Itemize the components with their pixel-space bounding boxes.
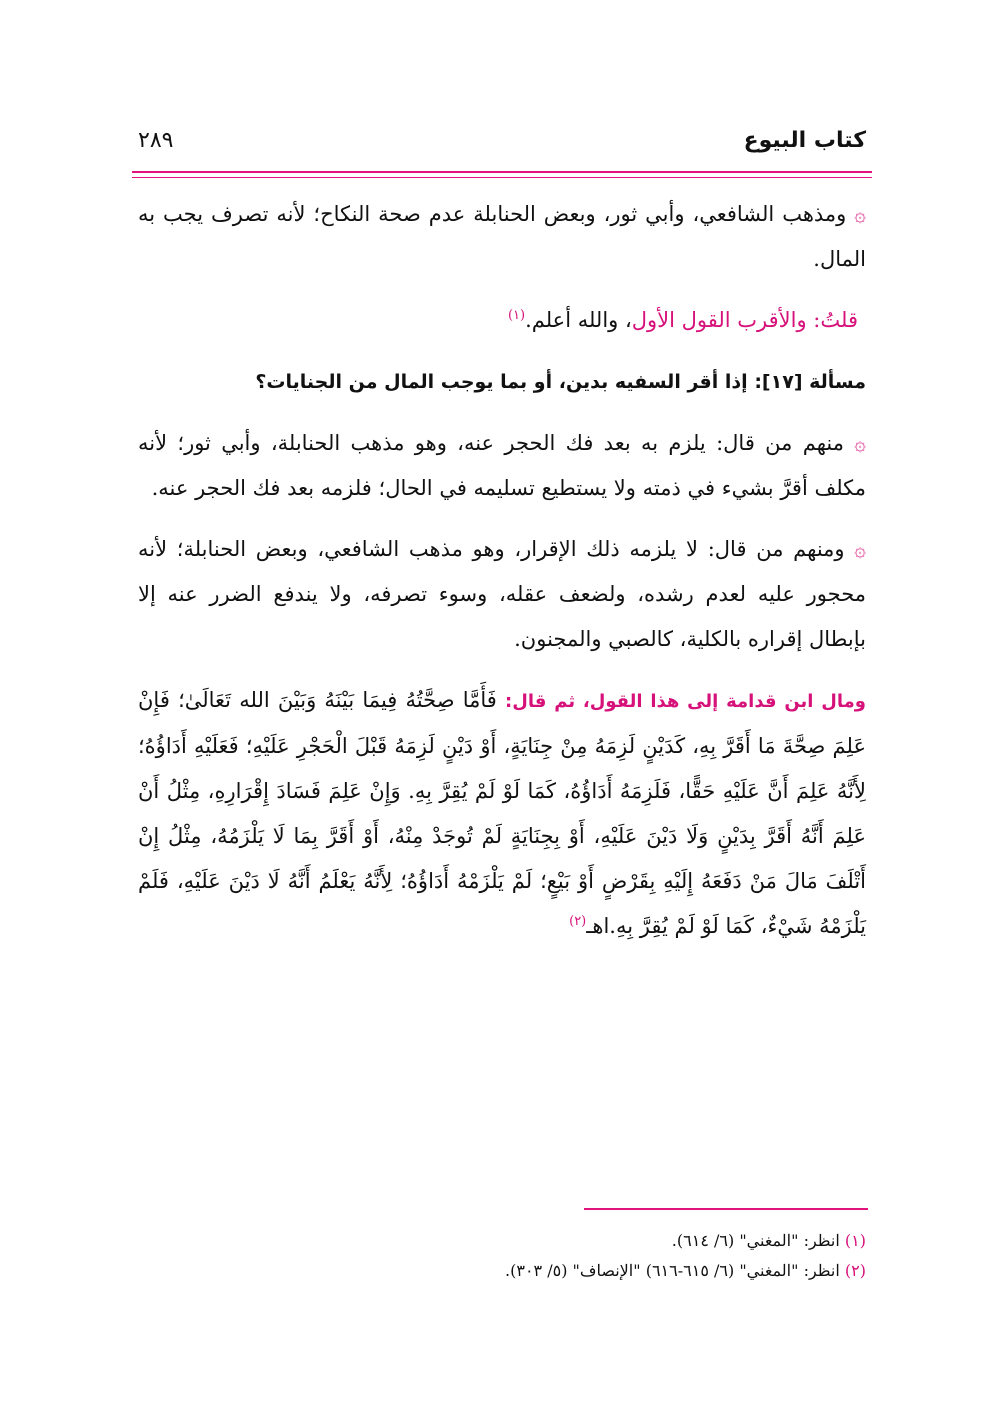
header-rule-thin <box>132 177 872 178</box>
ibn-qudama-intro: ومال ابن قدامة إلى هذا القول، ثم قال: <box>505 691 866 712</box>
paragraph-text: ومنهم من قال: لا يلزمه ذلك الإقرار، وهو مذهب الشافعي، وبعض الحنابلة؛ لأنه محجور عليه لعدم رشده، ولضعف عقله، وسوء تصرفه، ولا يندفع الضرر عنه إلا بإبطال إقراره بالكلية، كالصبي والمجنون. <box>138 537 866 651</box>
flower-ornament-icon: ۞ <box>854 537 866 561</box>
footnote-1 <box>138 1226 866 1256</box>
footnote-ref-2: (٢) <box>569 914 587 929</box>
ibn-qudama-quote: فَأَمَّا صِحَّتُهُ فِيمَا بَيْنَهُ وَبَيْنَ الله تَعَالَىٰ؛ فَإِنْ عَلِمَ صِحَّةَ مَا أَقَرَّ بِهِ، كَدَيْنٍ لَزِمَهُ مِنْ جِنَايَةٍ، أَوْ دَيْنٍ لَزِمَهُ قَبْلَ الْحَجْرِ عَلَيْهِ؛ فَعَلَيْهِ أَدَاؤُهُ؛ لِأَنَّهُ عَلِمَ أَنَّ عَلَيْهِ حَقًّا، فَلَزِمَهُ أَدَاؤُهُ، كَمَا لَوْ لَمْ يُقِرَّ بِهِ. وَإِنْ عَلِمَ فَسَادَ إِقْرَارِهِ، مِثْلُ أَنْ عَلِمَ أَنَّهُ أَقَرَّ بِدَيْنٍ وَلَا دَيْنَ عَلَيْهِ، أَوْ بِجِنَايَةٍ لَمْ تُوجَدْ مِنْهُ، أَوْ أَقَرَّ بِمَا لَا يَلْزَمُهُ، مِثْلُ إِنْ أَتْلَفَ مَالَ مَنْ دَفَعَهُ إِلَيْهِ بِقَرْضٍ أَوْ بَيْعٍ؛ لَمْ يَلْزَمْهُ أَدَاؤُهُ؛ لِأَنَّهُ يَعْلَمُ أَنَّهُ لَا دَيْنَ عَلَيْهِ، فَلَمْ يَلْزَمْهُ شَيْءٌ، كَمَا لَوْ لَمْ يُقِرَّ بِهِ.اهـ <box>138 688 866 938</box>
page-number: ٢٨٩ <box>138 128 174 153</box>
qult-line <box>138 298 866 343</box>
qult-statement: قلتُ: والأقرب القول الأول <box>631 308 858 332</box>
page-body <box>138 192 866 949</box>
masala-heading <box>138 359 866 405</box>
masala-title: إذا أقر السفيه بدين، أو بما يوجب المال من الجنايات؟ <box>255 371 748 393</box>
header-rule-thick <box>132 171 872 173</box>
flower-ornament-icon: ۞ <box>854 431 866 455</box>
running-title: كتاب البيوع <box>743 128 866 153</box>
footnote-2 <box>138 1256 866 1286</box>
paragraph-ibn-qudama <box>138 678 866 949</box>
paragraph-second-opinion <box>138 527 866 662</box>
paragraph-text: ومذهب الشافعي، وأبي ثور، وبعض الحنابلة عدم صحة النكاح؛ لأنه تصرف يجب به المال. <box>138 202 866 271</box>
footnotes <box>138 1226 866 1286</box>
page-header <box>138 128 866 168</box>
footnote-text: انظر: "المغني" (٦/ ٦١٥-٦١٦) "الإنصاف" (٥/ ٣٠٣). <box>505 1261 840 1280</box>
footnote-ref-1: (١) <box>507 308 526 323</box>
paragraph-text: منهم من قال: يلزم به بعد فك الحجر عنه، وهو مذهب الحنابلة، وأبي ثور؛ لأنه مكلف أقرَّ بشيء في ذمته ولا يستطيع تسليمه في الحال؛ فلزمه بعد فك الحجر عنه. <box>138 431 866 500</box>
flower-ornament-icon: ۞ <box>854 202 866 226</box>
footnote-separator <box>584 1208 868 1210</box>
masala-label: مسألة [١٧]: <box>754 371 866 393</box>
footnote-number: (١) <box>844 1231 866 1250</box>
paragraph-shafii-view <box>138 192 866 282</box>
footnote-number: (٢) <box>844 1261 866 1280</box>
qult-suffix: ، والله أعلم. <box>525 308 632 332</box>
paragraph-first-opinion <box>138 421 866 511</box>
footnote-text: انظر: "المغني" (٦/ ٦١٤). <box>671 1231 840 1250</box>
